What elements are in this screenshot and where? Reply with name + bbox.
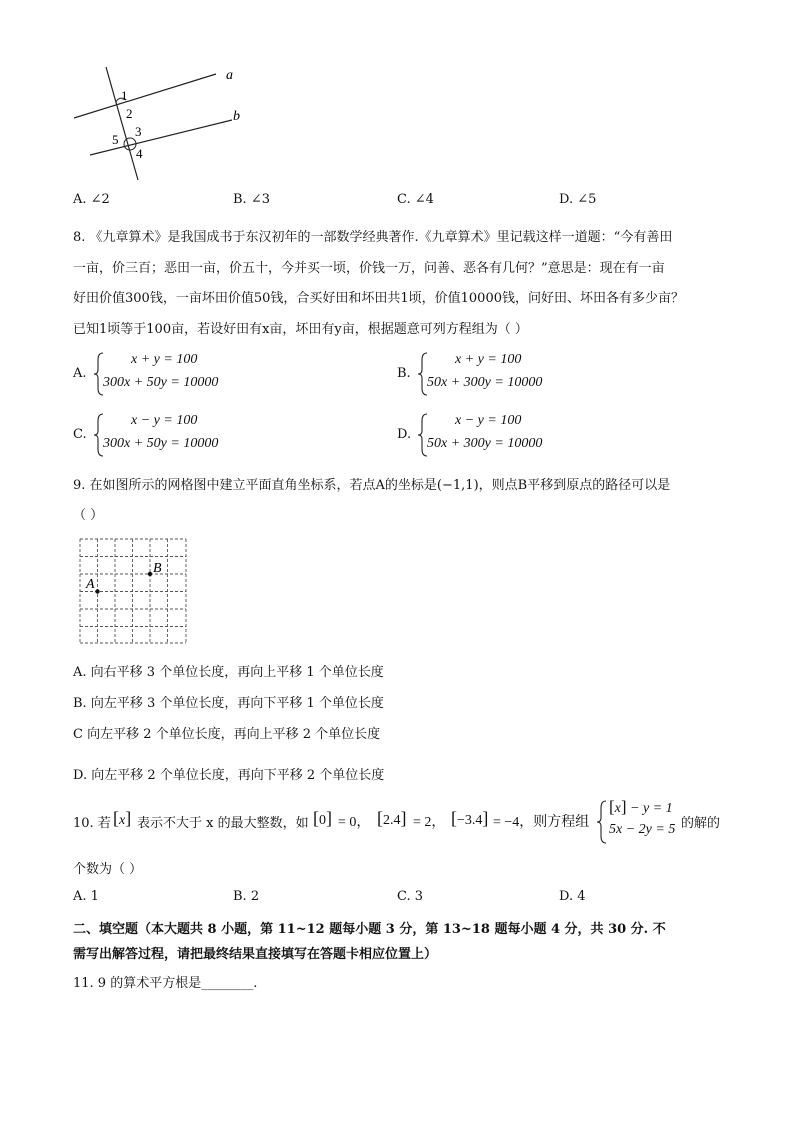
point-b-label: B	[153, 561, 162, 576]
q9-option-c[interactable]: C 向左平移 2 个单位长度，再向上平移 2 个单位长度	[73, 727, 381, 742]
floor-example-1-inner: 0	[319, 813, 326, 828]
floor-example-2: [2.4]	[377, 808, 407, 828]
parallel-lines-figure	[60, 60, 260, 185]
q8-line-2: 一亩，价三百；恶田一亩，价五十，今并买一顷，价钱一万，问善、恶各有几何？”意思是：现在有一亩	[73, 261, 665, 276]
q7-option-b[interactable]: B. ∠3	[233, 192, 270, 207]
q8-option-a-letter: A.	[73, 366, 87, 381]
q8-option-c-eq2: 300x + 50y = 10000	[103, 436, 219, 451]
floor-example-2-inner: 2.4	[383, 813, 401, 828]
section-2-heading-line-1: 二、填空题（本大题共 8 小题，第 11~12 题每小题 3 分，第 13~18 题每小题 4 分，共 30 分. 不	[73, 922, 666, 937]
point-a-label: A	[86, 577, 95, 592]
left-brace-icon	[596, 800, 608, 844]
floor-example-3-value: = −4，则方程组	[493, 815, 590, 830]
q8-option-d-eq2: 50x + 300y = 10000	[427, 436, 543, 451]
q8-option-b[interactable]	[397, 350, 697, 398]
q8-option-b-eq2: 50x + 300y = 10000	[427, 375, 543, 390]
point-b	[148, 572, 152, 576]
q7-option-d[interactable]: D. ∠5	[559, 192, 597, 207]
line-a-label: a	[226, 68, 233, 83]
q8-option-a-eq1: x + y = 100	[131, 352, 198, 367]
q9-option-a[interactable]: A. 向右平移 3 个单位长度，再向上平移 1 个单位长度	[73, 665, 384, 680]
q8-option-d-letter: D.	[397, 427, 412, 442]
q8-option-a[interactable]	[73, 350, 373, 398]
floor-example-1-value: = 0，	[338, 815, 371, 830]
point-a	[95, 589, 99, 593]
transversal	[106, 67, 138, 180]
floor-example-1: [0]	[313, 808, 332, 828]
angle-3-label: 3	[135, 124, 142, 139]
line-a	[74, 74, 216, 118]
q10-system-eq1-rest: − y = 1	[630, 801, 673, 816]
q8-option-b-eq1: x + y = 100	[455, 352, 522, 367]
floor-example-3-inner: −3.4	[457, 813, 483, 828]
angle-5-label: 5	[112, 132, 119, 147]
q10-option-b[interactable]: B. 2	[233, 889, 260, 904]
q7-option-a[interactable]: A. ∠2	[73, 192, 110, 207]
floor-bracket-x-inner: x	[119, 813, 126, 828]
angle-4-label: 4	[136, 146, 143, 161]
q8-option-a-eq2: 300x + 50y = 10000	[103, 375, 219, 390]
angle-2-label: 2	[126, 106, 133, 121]
angle-1-label: 1	[121, 88, 128, 103]
q8-option-d[interactable]	[397, 411, 697, 459]
q10-system-eq1: [x] − y = 1	[609, 797, 673, 816]
q10-system-eq2: 5x − 2y = 5	[609, 822, 676, 837]
q9-option-b[interactable]: B. 向左平移 3 个单位长度，再向下平移 1 个单位长度	[73, 696, 384, 711]
coordinate-grid-figure	[78, 537, 190, 645]
q10-suffix: 的解的	[681, 816, 721, 831]
q8-line-3: 好田价值300钱，一亩坏田价值50钱，合买好田和坏田共1顷，价值10000钱，问好田、坏田各有多少亩？	[73, 291, 684, 306]
q8-option-b-letter: B.	[397, 366, 411, 381]
q8-line-1: 8. 《九章算术》是我国成书于东汉初年的一部数学经典著作.《九章算术》里记载这样一道题：“今有善田	[73, 230, 673, 245]
q10-line-2: 个数为（ ）	[73, 862, 143, 877]
q10-option-c[interactable]: C. 3	[397, 889, 424, 904]
floor-example-3: [−3.4]	[451, 808, 489, 828]
q10-prefix: 10. 若	[73, 816, 111, 831]
q10-line-1	[73, 797, 753, 844]
q10-option-a[interactable]: A. 1	[73, 889, 99, 904]
floor-bracket-x: [x]	[113, 808, 132, 828]
floor-example-2-value: = 2，	[413, 815, 446, 830]
section-2-heading-line-2: 需写出解答过程，请把最终结果直接填写在答题卡相应位置上）	[73, 947, 438, 962]
line-b-label: b	[233, 109, 240, 124]
q8-option-c-eq1: x − y = 100	[131, 413, 198, 428]
q9-line-1: 9. 在如图所示的网格图中建立平面直角坐标系，若点A的坐标是(−1,1)，则点B平移到原点的路径可以是	[73, 478, 671, 493]
q8-line-4: 已知1顷等于100亩，若设好田有x亩，坏田有y亩，根据题意可列方程组为（ ）	[73, 322, 528, 337]
q10-system-eq1-inner: x	[614, 801, 621, 816]
q9-line-2: （ ）	[73, 508, 104, 523]
q8-option-c[interactable]	[73, 411, 373, 459]
q10-text-1: 表示不大于 x 的最大整数，如	[137, 816, 309, 831]
q7-option-c[interactable]: C. ∠4	[397, 192, 434, 207]
q10-option-d[interactable]: D. 4	[559, 889, 586, 904]
q8-option-c-letter: C.	[73, 427, 87, 442]
q9-option-d[interactable]: D. 向左平移 2 个单位长度，再向下平移 2 个单位长度	[73, 768, 385, 783]
q8-option-d-eq1: x − y = 100	[455, 413, 522, 428]
q11-text: 11. 9 的算术平方根是________.	[73, 976, 258, 991]
